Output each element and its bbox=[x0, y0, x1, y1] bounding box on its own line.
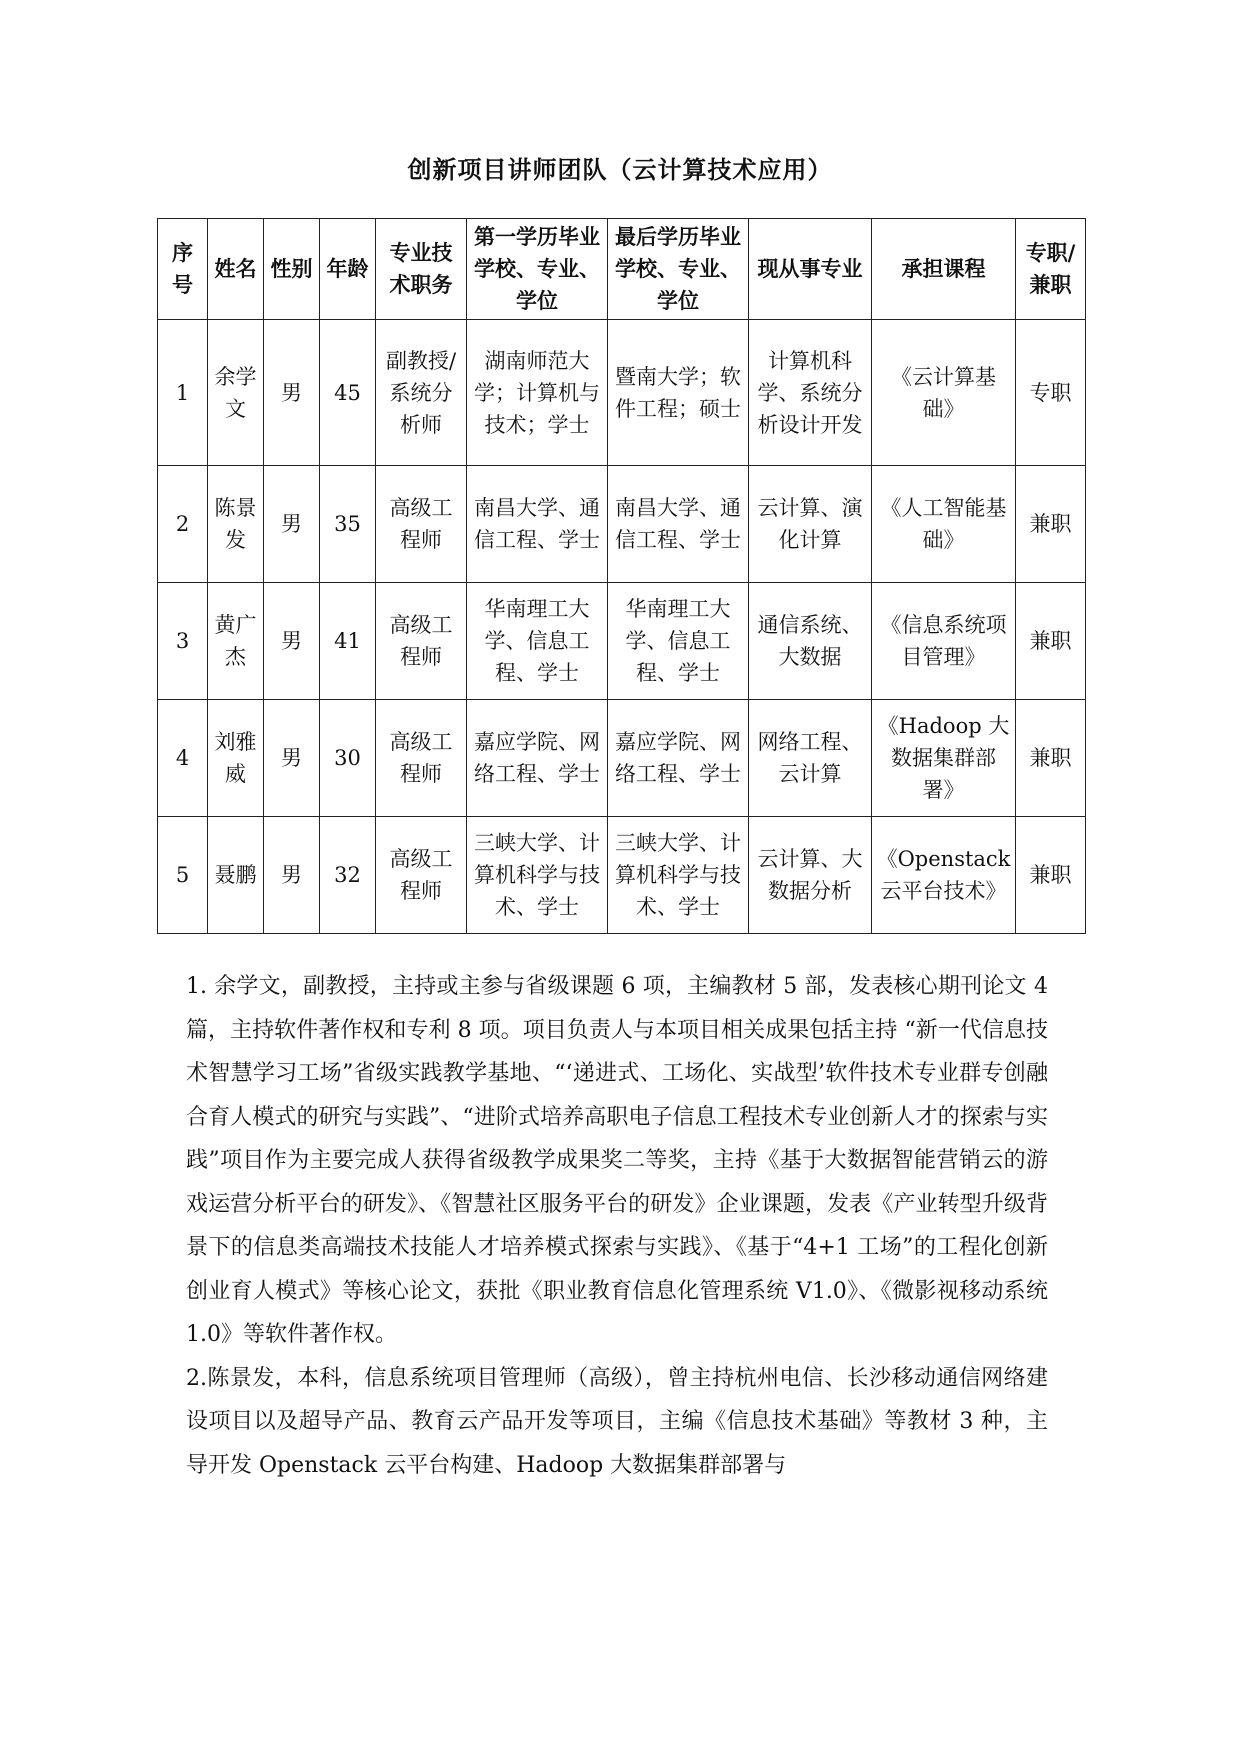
table-cell: 男 bbox=[264, 466, 320, 583]
table-cell: 男 bbox=[264, 320, 320, 466]
table-cell: 男 bbox=[264, 583, 320, 700]
table-row bbox=[158, 320, 1086, 466]
table-cell: 《云计算基础》 bbox=[872, 320, 1016, 466]
table-cell: 《Openstack云平台技术》 bbox=[872, 817, 1016, 934]
table-cell: 1 bbox=[158, 320, 208, 466]
table-cell: 高级工程师 bbox=[376, 700, 467, 817]
header-cell: 序号 bbox=[158, 219, 208, 320]
table-cell: 华南理工大学、信息工程、学士 bbox=[608, 583, 749, 700]
cell-text: 三峡大学、计算机科学与技术、学士 bbox=[474, 831, 600, 919]
table-cell: 45 bbox=[320, 320, 376, 466]
table-cell: 通信系统、大数据 bbox=[749, 583, 872, 700]
header-cell: 年龄 bbox=[320, 219, 376, 320]
table-cell: 高级工程师 bbox=[376, 466, 467, 583]
header-cell: 姓名 bbox=[208, 219, 264, 320]
table-cell bbox=[467, 817, 608, 934]
page-title: 创新项目讲师团队（云计算技术应用） bbox=[407, 155, 833, 184]
table-cell: 4 bbox=[158, 700, 208, 817]
cell-text: 三峡大学、计算机科学与技术、学士 bbox=[615, 831, 741, 919]
table-cell: 高级工程师 bbox=[376, 817, 467, 934]
header-cell: 承担课程 bbox=[872, 219, 1016, 320]
header-cell: 第一学历毕业学校、专业、学位 bbox=[467, 219, 608, 320]
table-row bbox=[158, 700, 1086, 817]
table-cell: 湖南师范大学；计算机与技术；学士 bbox=[467, 320, 608, 466]
table-cell: 2 bbox=[158, 466, 208, 583]
table-cell: 《人工智能基础》 bbox=[872, 466, 1016, 583]
table-cell: 云计算、演化计算 bbox=[749, 466, 872, 583]
table-cell: 高级工程师 bbox=[376, 583, 467, 700]
table-header-row bbox=[158, 219, 1086, 320]
table-cell: 云计算、大数据分析 bbox=[749, 817, 872, 934]
bio-paragraph: 2.陈景发，本科，信息系统项目管理师（高级），曾主持杭州电信、长沙移动通信网络建设项目以及超导产品、教育云产品开发等项目，主编《信息技术基础》等教材 3 种，主导开发 Openstack 云平台构建、Hadoop 大数据集群部署与 bbox=[186, 1365, 1048, 1478]
header-cell: 现从事专业 bbox=[749, 219, 872, 320]
header-cell: 最后学历毕业学校、专业、学位 bbox=[608, 219, 749, 320]
table-cell: 华南理工大学、信息工程、学士 bbox=[467, 583, 608, 700]
table-cell: 30 bbox=[320, 700, 376, 817]
header-cell: 性别 bbox=[264, 219, 320, 320]
table-cell: 计算机科学、系统分析设计开发 bbox=[749, 320, 872, 466]
table-cell: 《Hadoop 大数据集群部署》 bbox=[872, 700, 1016, 817]
table-cell: 嘉应学院、网络工程、学士 bbox=[467, 700, 608, 817]
table-cell: 5 bbox=[158, 817, 208, 934]
table-cell: 男 bbox=[264, 700, 320, 817]
table-cell bbox=[608, 817, 749, 934]
table-cell: 41 bbox=[320, 583, 376, 700]
table-cell: 黄广杰 bbox=[208, 583, 264, 700]
table-cell: 专职 bbox=[1016, 320, 1086, 466]
table-cell: 《信息系统项目管理》 bbox=[872, 583, 1016, 700]
table-cell: 南昌大学、通信工程、学士 bbox=[608, 466, 749, 583]
table-cell: 兼职 bbox=[1016, 583, 1086, 700]
header-cell: 专业技术职务 bbox=[376, 219, 467, 320]
table-cell: 网络工程、云计算 bbox=[749, 700, 872, 817]
bio-paragraph: 1. 余学文，副教授，主持或主参与省级课题 6 项，主编教材 5 部，发表核心期刊论文 4 篇，主持软件著作权和专利 8 项。项目负责人与本项目相关成果包括主持 “新一代信息技术智慧学习工场”省级实践教学基地、“‘递进式、工场化、实战型’软件技术专业群专创融合育人模式的研究与实践”、“进阶式培养高职电子信息工程技术专业创新人才的探索与实践”项目作为主要完成人获得省级教学成果奖二等奖，主持《基于大数据智能营销云的游戏运营分析平台的研发》、《智慧社区服务平台的研发》企业课题，发表《产业转型升级背景下的信息类高端技术技能人才培养模式探索与实践》、《基于“4+1 工场”的工程化创新创业育人模式》等核心论文，获批《职业教育信息化管理系统 V1.0》、《微影视移动系统 1.0》等软件著作权。 bbox=[186, 974, 1048, 1347]
table-cell: 刘雅威 bbox=[208, 700, 264, 817]
table-cell: 南昌大学、通信工程、学士 bbox=[467, 466, 608, 583]
table-row bbox=[158, 583, 1086, 700]
table-cell: 聂鹏 bbox=[208, 817, 264, 934]
table-cell: 兼职 bbox=[1016, 817, 1086, 934]
table-cell: 暨南大学；软件工程；硕士 bbox=[608, 320, 749, 466]
lecturer-bios bbox=[186, 965, 1048, 1487]
table-row bbox=[158, 466, 1086, 583]
header-cell: 专职/兼职 bbox=[1016, 219, 1086, 320]
table-cell: 余学文 bbox=[208, 320, 264, 466]
table-cell: 35 bbox=[320, 466, 376, 583]
lecturer-table bbox=[157, 218, 1086, 934]
table-cell: 兼职 bbox=[1016, 466, 1086, 583]
table-cell: 嘉应学院、网络工程、学士 bbox=[608, 700, 749, 817]
table-cell: 32 bbox=[320, 817, 376, 934]
table-cell: 3 bbox=[158, 583, 208, 700]
table-cell: 男 bbox=[264, 817, 320, 934]
table-cell: 陈景发 bbox=[208, 466, 264, 583]
table-row bbox=[158, 817, 1086, 934]
table-cell: 副教授/系统分析师 bbox=[376, 320, 467, 466]
table-cell: 兼职 bbox=[1016, 700, 1086, 817]
